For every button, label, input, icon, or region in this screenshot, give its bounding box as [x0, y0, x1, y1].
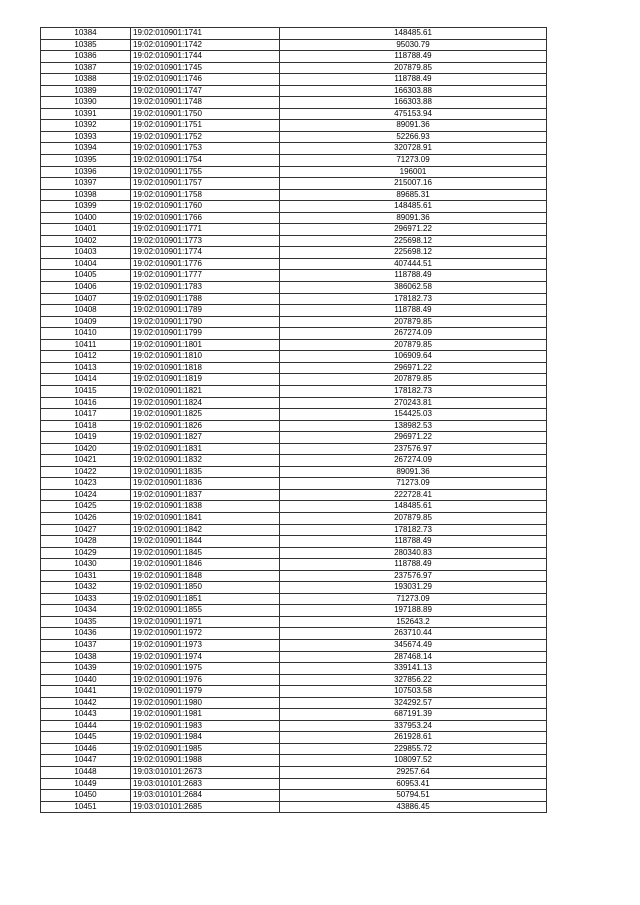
cadastral-number-cell: 19:02:010901:1985 [131, 743, 280, 755]
table-row [41, 466, 547, 478]
row-number-cell: 10435 [41, 616, 131, 628]
table-row [41, 305, 547, 317]
value-cell: 89091.36 [280, 120, 547, 132]
table-row [41, 120, 547, 132]
value-cell: 71273.09 [280, 593, 547, 605]
row-number-cell: 10386 [41, 51, 131, 63]
table-row [41, 258, 547, 270]
value-cell: 207879.85 [280, 316, 547, 328]
value-cell: 71273.09 [280, 478, 547, 490]
value-cell: 193031.29 [280, 582, 547, 594]
row-number-cell: 10444 [41, 720, 131, 732]
value-cell: 229855.72 [280, 743, 547, 755]
row-number-cell: 10393 [41, 131, 131, 143]
table-row [41, 131, 547, 143]
row-number-cell: 10442 [41, 697, 131, 709]
row-number-cell: 10440 [41, 674, 131, 686]
value-cell: 166303.88 [280, 97, 547, 109]
table-row [41, 293, 547, 305]
table-row [41, 385, 547, 397]
cadastral-number-cell: 19:02:010901:1757 [131, 178, 280, 190]
table-row [41, 316, 547, 328]
row-number-cell: 10401 [41, 224, 131, 236]
table-row [41, 282, 547, 294]
value-cell: 237576.97 [280, 570, 547, 582]
table-row [41, 108, 547, 120]
cadastral-number-cell: 19:02:010901:1750 [131, 108, 280, 120]
value-cell: 215007.16 [280, 178, 547, 190]
value-cell: 225698.12 [280, 247, 547, 259]
cadastral-number-cell: 19:02:010901:1838 [131, 501, 280, 513]
table-row [41, 397, 547, 409]
table-row [41, 166, 547, 178]
value-cell: 320728.91 [280, 143, 547, 155]
table-row [41, 709, 547, 721]
cadastral-number-cell: 19:02:010901:1790 [131, 316, 280, 328]
cadastral-number-cell: 19:02:010901:1980 [131, 697, 280, 709]
table-row [41, 178, 547, 190]
row-number-cell: 10389 [41, 85, 131, 97]
row-number-cell: 10418 [41, 420, 131, 432]
value-cell: 50794.51 [280, 790, 547, 802]
cadastral-number-cell: 19:02:010901:1975 [131, 663, 280, 675]
cadastral-number-cell: 19:02:010901:1741 [131, 28, 280, 40]
table-row [41, 328, 547, 340]
cadastral-number-cell: 19:03:010101:2685 [131, 801, 280, 813]
cadastral-number-cell: 19:02:010901:1760 [131, 201, 280, 213]
value-cell: 263710.44 [280, 628, 547, 640]
row-number-cell: 10441 [41, 686, 131, 698]
table-row [41, 801, 547, 813]
value-cell: 52266.93 [280, 131, 547, 143]
value-cell: 324292.57 [280, 697, 547, 709]
value-cell: 296971.22 [280, 224, 547, 236]
row-number-cell: 10391 [41, 108, 131, 120]
table-row [41, 51, 547, 63]
value-cell: 327856.22 [280, 674, 547, 686]
cadastral-number-cell: 19:02:010901:1831 [131, 443, 280, 455]
row-number-cell: 10447 [41, 755, 131, 767]
cadastral-number-cell: 19:02:010901:1774 [131, 247, 280, 259]
cadastral-number-cell: 19:02:010901:1984 [131, 732, 280, 744]
table-row [41, 28, 547, 40]
cadastral-number-cell: 19:02:010901:1788 [131, 293, 280, 305]
cadastral-number-cell: 19:02:010901:1771 [131, 224, 280, 236]
row-number-cell: 10403 [41, 247, 131, 259]
value-cell: 339141.13 [280, 663, 547, 675]
value-cell: 89685.31 [280, 189, 547, 201]
value-cell: 207879.85 [280, 339, 547, 351]
table-row [41, 489, 547, 501]
row-number-cell: 10415 [41, 385, 131, 397]
row-number-cell: 10420 [41, 443, 131, 455]
row-number-cell: 10424 [41, 489, 131, 501]
cadastral-number-cell: 19:02:010901:1850 [131, 582, 280, 594]
value-cell: 280340.83 [280, 547, 547, 559]
table-row [41, 582, 547, 594]
row-number-cell: 10427 [41, 524, 131, 536]
table-row [41, 720, 547, 732]
row-number-cell: 10436 [41, 628, 131, 640]
cadastral-number-cell: 19:03:010101:2683 [131, 778, 280, 790]
table-row [41, 605, 547, 617]
row-number-cell: 10437 [41, 639, 131, 651]
table-row [41, 143, 547, 155]
row-number-cell: 10407 [41, 293, 131, 305]
table-row [41, 570, 547, 582]
row-number-cell: 10445 [41, 732, 131, 744]
cadastral-number-cell: 19:03:010101:2673 [131, 767, 280, 779]
row-number-cell: 10426 [41, 512, 131, 524]
value-cell: 407444.51 [280, 258, 547, 270]
row-number-cell: 10423 [41, 478, 131, 490]
cadastral-number-cell: 19:02:010901:1746 [131, 74, 280, 86]
row-number-cell: 10404 [41, 258, 131, 270]
cadastral-number-cell: 19:02:010901:1801 [131, 339, 280, 351]
row-number-cell: 10443 [41, 709, 131, 721]
row-number-cell: 10448 [41, 767, 131, 779]
value-cell: 178182.73 [280, 385, 547, 397]
value-cell: 118788.49 [280, 536, 547, 548]
row-number-cell: 10388 [41, 74, 131, 86]
cadastral-number-cell: 19:02:010901:1810 [131, 351, 280, 363]
value-cell: 152643.2 [280, 616, 547, 628]
table-row [41, 559, 547, 571]
value-cell: 154425.03 [280, 409, 547, 421]
row-number-cell: 10446 [41, 743, 131, 755]
row-number-cell: 10399 [41, 201, 131, 213]
row-number-cell: 10449 [41, 778, 131, 790]
value-cell: 267274.09 [280, 328, 547, 340]
value-cell: 296971.22 [280, 432, 547, 444]
table-row [41, 547, 547, 559]
value-cell: 337953.24 [280, 720, 547, 732]
value-cell: 118788.49 [280, 51, 547, 63]
table-row [41, 616, 547, 628]
row-number-cell: 10392 [41, 120, 131, 132]
value-cell: 207879.85 [280, 62, 547, 74]
table-row [41, 270, 547, 282]
row-number-cell: 10400 [41, 212, 131, 224]
cadastral-number-cell: 19:02:010901:1826 [131, 420, 280, 432]
value-cell: 296971.22 [280, 362, 547, 374]
value-cell: 475153.94 [280, 108, 547, 120]
table-row [41, 639, 547, 651]
row-number-cell: 10405 [41, 270, 131, 282]
table-body [41, 28, 547, 813]
table-row [41, 235, 547, 247]
cadastral-number-cell: 19:02:010901:1836 [131, 478, 280, 490]
cadastral-number-cell: 19:02:010901:1773 [131, 235, 280, 247]
table-row [41, 767, 547, 779]
cadastral-number-cell: 19:02:010901:1979 [131, 686, 280, 698]
value-cell: 71273.09 [280, 155, 547, 167]
table-row [41, 524, 547, 536]
table-row [41, 686, 547, 698]
row-number-cell: 10422 [41, 466, 131, 478]
value-cell: 687191.39 [280, 709, 547, 721]
value-cell: 95030.79 [280, 39, 547, 51]
table-row [41, 155, 547, 167]
value-cell: 287468.14 [280, 651, 547, 663]
table-row [41, 755, 547, 767]
row-number-cell: 10429 [41, 547, 131, 559]
value-cell: 118788.49 [280, 305, 547, 317]
value-cell: 196001 [280, 166, 547, 178]
row-number-cell: 10398 [41, 189, 131, 201]
table-row [41, 501, 547, 513]
cadastral-number-cell: 19:02:010901:1851 [131, 593, 280, 605]
cadastral-number-cell: 19:02:010901:1825 [131, 409, 280, 421]
table-row [41, 212, 547, 224]
cadastral-number-cell: 19:02:010901:1755 [131, 166, 280, 178]
value-cell: 118788.49 [280, 74, 547, 86]
table-row [41, 224, 547, 236]
row-number-cell: 10439 [41, 663, 131, 675]
cadastral-number-cell: 19:02:010901:1973 [131, 639, 280, 651]
table-row [41, 628, 547, 640]
table-row [41, 362, 547, 374]
cadastral-number-cell: 19:02:010901:1783 [131, 282, 280, 294]
cadastral-number-cell: 19:02:010901:1848 [131, 570, 280, 582]
value-cell: 225698.12 [280, 235, 547, 247]
data-table [40, 27, 547, 813]
row-number-cell: 10428 [41, 536, 131, 548]
table-row [41, 85, 547, 97]
cadastral-number-cell: 19:02:010901:1799 [131, 328, 280, 340]
cadastral-number-cell: 19:02:010901:1841 [131, 512, 280, 524]
value-cell: 197188.89 [280, 605, 547, 617]
cadastral-number-cell: 19:02:010901:1742 [131, 39, 280, 51]
value-cell: 43886.45 [280, 801, 547, 813]
value-cell: 166303.88 [280, 85, 547, 97]
table-row [41, 97, 547, 109]
cadastral-number-cell: 19:02:010901:1776 [131, 258, 280, 270]
value-cell: 386062.58 [280, 282, 547, 294]
cadastral-number-cell: 19:02:010901:1846 [131, 559, 280, 571]
value-cell: 118788.49 [280, 559, 547, 571]
row-number-cell: 10390 [41, 97, 131, 109]
value-cell: 207879.85 [280, 374, 547, 386]
cadastral-number-cell: 19:02:010901:1842 [131, 524, 280, 536]
table-row [41, 443, 547, 455]
row-number-cell: 10414 [41, 374, 131, 386]
cadastral-number-cell: 19:02:010901:1974 [131, 651, 280, 663]
cadastral-number-cell: 19:02:010901:1752 [131, 131, 280, 143]
row-number-cell: 10406 [41, 282, 131, 294]
row-number-cell: 10434 [41, 605, 131, 617]
cadastral-number-cell: 19:02:010901:1983 [131, 720, 280, 732]
table-row [41, 651, 547, 663]
row-number-cell: 10431 [41, 570, 131, 582]
table-row [41, 247, 547, 259]
table-row [41, 778, 547, 790]
table-row [41, 189, 547, 201]
value-cell: 118788.49 [280, 270, 547, 282]
cadastral-number-cell: 19:03:010101:2684 [131, 790, 280, 802]
table-row [41, 432, 547, 444]
row-number-cell: 10387 [41, 62, 131, 74]
table-row [41, 409, 547, 421]
row-number-cell: 10417 [41, 409, 131, 421]
value-cell: 148485.61 [280, 501, 547, 513]
row-number-cell: 10450 [41, 790, 131, 802]
cadastral-number-cell: 19:02:010901:1824 [131, 397, 280, 409]
value-cell: 222728.41 [280, 489, 547, 501]
cadastral-number-cell: 19:02:010901:1832 [131, 455, 280, 467]
value-cell: 178182.73 [280, 524, 547, 536]
value-cell: 261928.61 [280, 732, 547, 744]
row-number-cell: 10411 [41, 339, 131, 351]
cadastral-number-cell: 19:02:010901:1766 [131, 212, 280, 224]
table-row [41, 351, 547, 363]
value-cell: 89091.36 [280, 212, 547, 224]
value-cell: 267274.09 [280, 455, 547, 467]
cadastral-number-cell: 19:02:010901:1819 [131, 374, 280, 386]
table-row [41, 339, 547, 351]
table-row [41, 39, 547, 51]
value-cell: 207879.85 [280, 512, 547, 524]
cadastral-number-cell: 19:02:010901:1753 [131, 143, 280, 155]
value-cell: 29257.64 [280, 767, 547, 779]
cadastral-number-cell: 19:02:010901:1844 [131, 536, 280, 548]
row-number-cell: 10408 [41, 305, 131, 317]
cadastral-number-cell: 19:02:010901:1754 [131, 155, 280, 167]
value-cell: 237576.97 [280, 443, 547, 455]
row-number-cell: 10421 [41, 455, 131, 467]
cadastral-number-cell: 19:02:010901:1748 [131, 97, 280, 109]
cadastral-number-cell: 19:02:010901:1747 [131, 85, 280, 97]
row-number-cell: 10384 [41, 28, 131, 40]
value-cell: 107503.58 [280, 686, 547, 698]
value-cell: 138982.53 [280, 420, 547, 432]
cadastral-number-cell: 19:02:010901:1758 [131, 189, 280, 201]
cadastral-number-cell: 19:02:010901:1789 [131, 305, 280, 317]
cadastral-number-cell: 19:02:010901:1827 [131, 432, 280, 444]
cadastral-number-cell: 19:02:010901:1971 [131, 616, 280, 628]
value-cell: 178182.73 [280, 293, 547, 305]
table-row [41, 512, 547, 524]
table-row [41, 420, 547, 432]
row-number-cell: 10385 [41, 39, 131, 51]
table-row [41, 536, 547, 548]
row-number-cell: 10425 [41, 501, 131, 513]
value-cell: 106909.64 [280, 351, 547, 363]
row-number-cell: 10416 [41, 397, 131, 409]
table-row [41, 674, 547, 686]
row-number-cell: 10451 [41, 801, 131, 813]
row-number-cell: 10396 [41, 166, 131, 178]
table-row [41, 743, 547, 755]
table-row [41, 478, 547, 490]
row-number-cell: 10394 [41, 143, 131, 155]
value-cell: 89091.36 [280, 466, 547, 478]
table-row [41, 62, 547, 74]
cadastral-number-cell: 19:02:010901:1745 [131, 62, 280, 74]
cadastral-number-cell: 19:02:010901:1751 [131, 120, 280, 132]
value-cell: 148485.61 [280, 201, 547, 213]
row-number-cell: 10402 [41, 235, 131, 247]
row-number-cell: 10430 [41, 559, 131, 571]
row-number-cell: 10395 [41, 155, 131, 167]
table-row [41, 790, 547, 802]
row-number-cell: 10432 [41, 582, 131, 594]
row-number-cell: 10412 [41, 351, 131, 363]
row-number-cell: 10438 [41, 651, 131, 663]
row-number-cell: 10419 [41, 432, 131, 444]
value-cell: 60953.41 [280, 778, 547, 790]
table-row [41, 663, 547, 675]
value-cell: 345674.49 [280, 639, 547, 651]
table-row [41, 593, 547, 605]
table-row [41, 201, 547, 213]
cadastral-number-cell: 19:02:010901:1744 [131, 51, 280, 63]
cadastral-number-cell: 19:02:010901:1972 [131, 628, 280, 640]
value-cell: 148485.61 [280, 28, 547, 40]
cadastral-number-cell: 19:02:010901:1818 [131, 362, 280, 374]
cadastral-number-cell: 19:02:010901:1777 [131, 270, 280, 282]
table-row [41, 455, 547, 467]
table-row [41, 697, 547, 709]
row-number-cell: 10433 [41, 593, 131, 605]
cadastral-number-cell: 19:02:010901:1835 [131, 466, 280, 478]
value-cell: 270243.81 [280, 397, 547, 409]
value-cell: 108097.52 [280, 755, 547, 767]
cadastral-number-cell: 19:02:010901:1855 [131, 605, 280, 617]
row-number-cell: 10409 [41, 316, 131, 328]
table-row [41, 74, 547, 86]
cadastral-number-cell: 19:02:010901:1821 [131, 385, 280, 397]
cadastral-number-cell: 19:02:010901:1988 [131, 755, 280, 767]
row-number-cell: 10397 [41, 178, 131, 190]
cadastral-number-cell: 19:02:010901:1976 [131, 674, 280, 686]
table-row [41, 374, 547, 386]
row-number-cell: 10410 [41, 328, 131, 340]
cadastral-number-cell: 19:02:010901:1981 [131, 709, 280, 721]
cadastral-number-cell: 19:02:010901:1837 [131, 489, 280, 501]
table-row [41, 732, 547, 744]
row-number-cell: 10413 [41, 362, 131, 374]
cadastral-number-cell: 19:02:010901:1845 [131, 547, 280, 559]
